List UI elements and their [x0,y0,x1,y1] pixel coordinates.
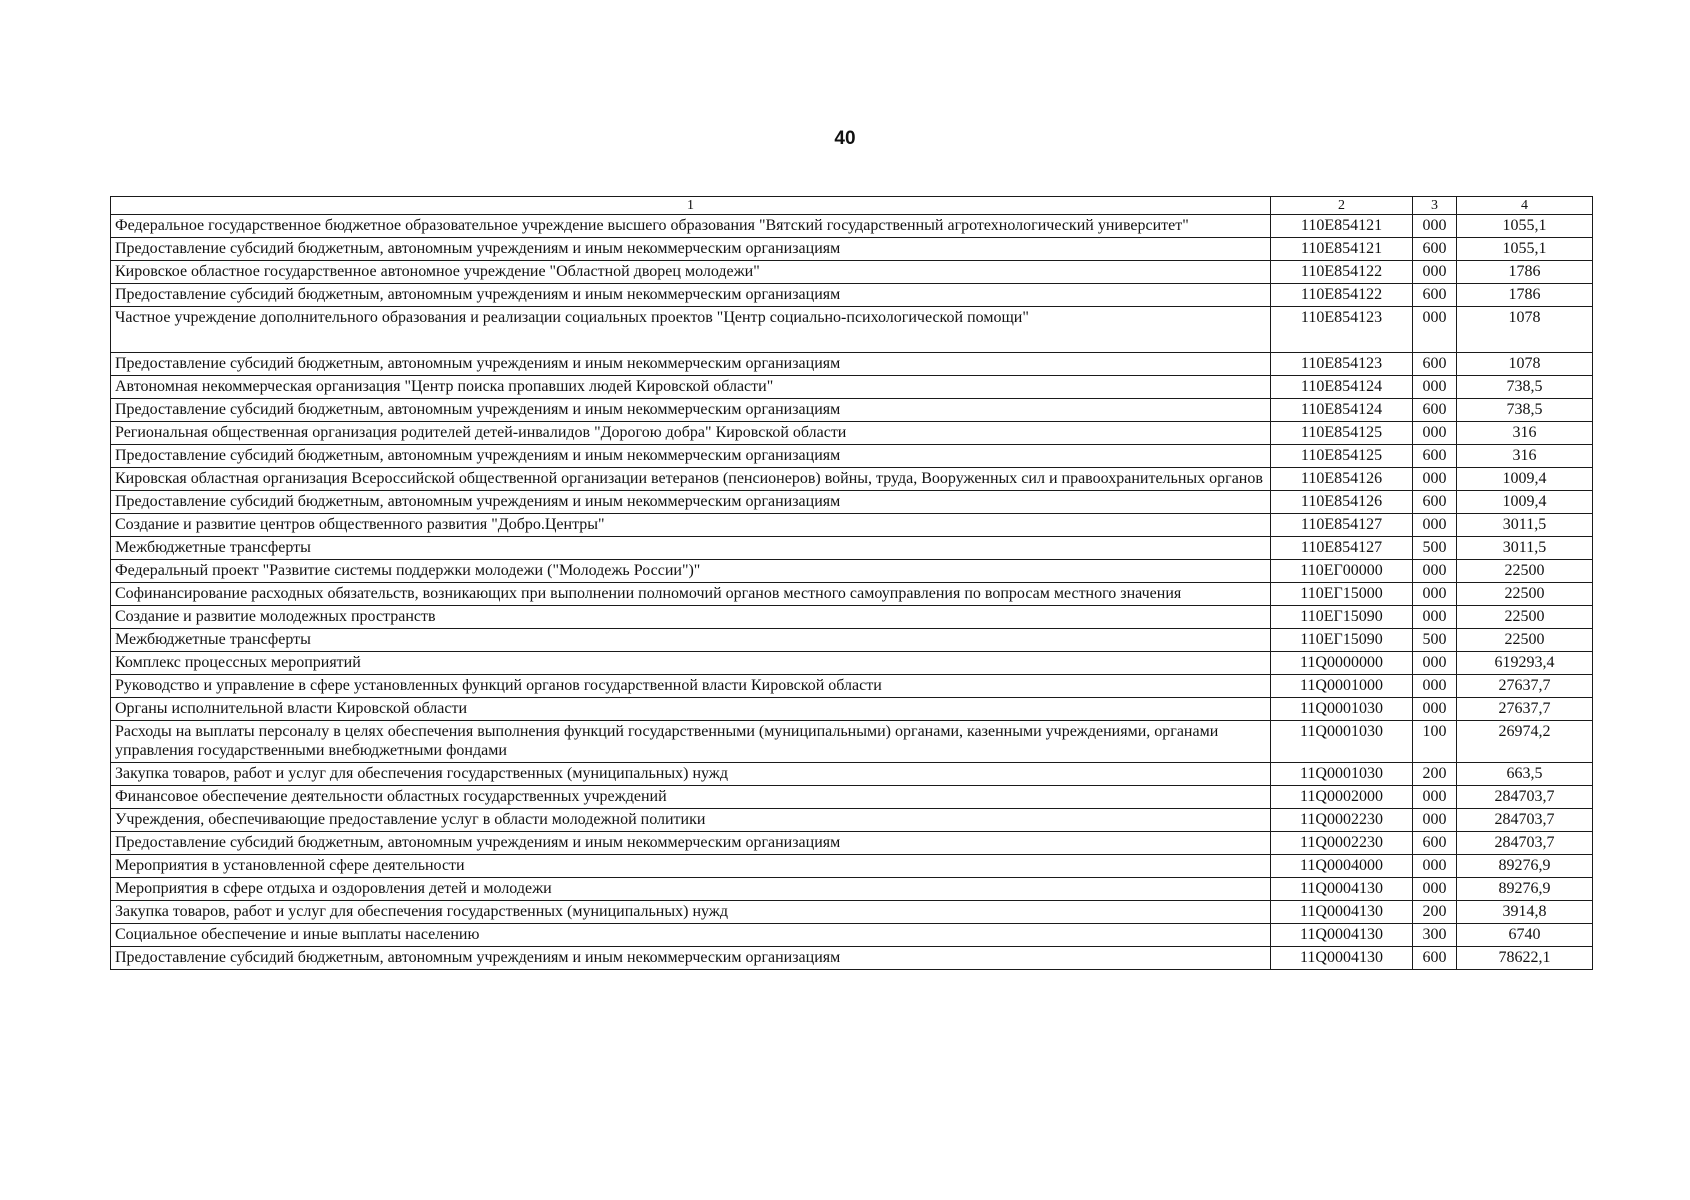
row-code-cell: 11Q0004000 [1271,855,1413,878]
header-col-4: 4 [1457,197,1593,215]
row-amount-cell: 1786 [1457,284,1593,307]
row-name-cell: Создание и развитие центров общественного развития "Добро.Центры" [111,514,1271,537]
row-type-cell: 000 [1413,307,1457,353]
row-code-cell: 110E854123 [1271,307,1413,353]
row-code-cell: 11Q0004130 [1271,901,1413,924]
table-row [111,924,1593,947]
table-row [111,560,1593,583]
row-type-cell: 000 [1413,261,1457,284]
row-amount-cell: 3914,8 [1457,901,1593,924]
table-row [111,698,1593,721]
header-col-3: 3 [1413,197,1457,215]
row-code-cell: 110E854123 [1271,353,1413,376]
row-name-cell: Предоставление субсидий бюджетным, автономным учреждениям и иным некоммерческим организациям [111,491,1271,514]
row-name-cell: Предоставление субсидий бюджетным, автономным учреждениям и иным некоммерческим организациям [111,399,1271,422]
row-name-cell: Предоставление субсидий бюджетным, автономным учреждениям и иным некоммерческим организациям [111,832,1271,855]
row-code-cell: 110E854126 [1271,468,1413,491]
table-body [111,215,1593,970]
row-type-cell: 000 [1413,675,1457,698]
row-code-cell: 110ЕГ15090 [1271,606,1413,629]
row-type-cell: 000 [1413,422,1457,445]
row-name-cell: Органы исполнительной власти Кировской области [111,698,1271,721]
row-name-cell: Межбюджетные трансферты [111,629,1271,652]
header-col-1: 1 [111,197,1271,215]
row-amount-cell: 89276,9 [1457,878,1593,901]
row-type-cell: 500 [1413,537,1457,560]
row-code-cell: 11Q0001030 [1271,698,1413,721]
table-row [111,353,1593,376]
table-row [111,947,1593,970]
row-type-cell: 200 [1413,763,1457,786]
row-amount-cell: 27637,7 [1457,698,1593,721]
row-amount-cell: 1078 [1457,307,1593,353]
row-name-cell: Автономная некоммерческая организация "Центр поиска пропавших людей Кировской области" [111,376,1271,399]
table-row [111,261,1593,284]
row-name-cell: Расходы на выплаты персоналу в целях обеспечения выполнения функций государственными (муниципальными) органами, казенными учреждениями, органами управления государственными внебюджетными фондами [111,721,1271,763]
row-name-cell: Кировское областное государственное автономное учреждение "Областной дворец молодежи" [111,261,1271,284]
row-amount-cell: 22500 [1457,629,1593,652]
row-name-cell: Финансовое обеспечение деятельности областных государственных учреждений [111,786,1271,809]
row-name-cell: Частное учреждение дополнительного образования и реализации социальных проектов "Центр социально-психологической помощи" [111,307,1271,353]
row-type-cell: 000 [1413,583,1457,606]
row-code-cell: 110E854126 [1271,491,1413,514]
row-name-cell: Софинансирование расходных обязательств, возникающих при выполнении полномочий органов местного самоуправления по вопросам местного значения [111,583,1271,606]
table-row [111,468,1593,491]
table-row [111,238,1593,261]
row-code-cell: 110E854121 [1271,238,1413,261]
row-name-cell: Закупка товаров, работ и услуг для обеспечения государственных (муниципальных) нужд [111,901,1271,924]
row-amount-cell: 663,5 [1457,763,1593,786]
row-type-cell: 000 [1413,652,1457,675]
row-amount-cell: 284703,7 [1457,832,1593,855]
row-type-cell: 000 [1413,514,1457,537]
row-name-cell: Региональная общественная организация родителей детей-инвалидов "Дорогою добра" Кировской области [111,422,1271,445]
row-code-cell: 110ЕГ15000 [1271,583,1413,606]
table-row [111,652,1593,675]
row-amount-cell: 284703,7 [1457,809,1593,832]
row-type-cell: 000 [1413,855,1457,878]
row-name-cell: Закупка товаров, работ и услуг для обеспечения государственных (муниципальных) нужд [111,763,1271,786]
row-code-cell: 110E854122 [1271,284,1413,307]
row-name-cell: Создание и развитие молодежных пространств [111,606,1271,629]
row-code-cell: 11Q0001030 [1271,721,1413,763]
row-amount-cell: 316 [1457,422,1593,445]
row-type-cell: 000 [1413,468,1457,491]
row-type-cell: 000 [1413,376,1457,399]
row-type-cell: 100 [1413,721,1457,763]
page-number: 40 [834,128,856,149]
row-name-cell: Комплекс процессных мероприятий [111,652,1271,675]
row-name-cell: Предоставление субсидий бюджетным, автономным учреждениям и иным некоммерческим организациям [111,353,1271,376]
row-code-cell: 11Q0001000 [1271,675,1413,698]
row-type-cell: 600 [1413,947,1457,970]
row-code-cell: 110E854122 [1271,261,1413,284]
row-amount-cell: 78622,1 [1457,947,1593,970]
row-type-cell: 000 [1413,809,1457,832]
row-amount-cell: 1078 [1457,353,1593,376]
row-name-cell: Предоставление субсидий бюджетным, автономным учреждениям и иным некоммерческим организациям [111,238,1271,261]
row-name-cell: Социальное обеспечение и иные выплаты населению [111,924,1271,947]
table-row [111,284,1593,307]
table-row [111,786,1593,809]
row-type-cell: 000 [1413,215,1457,238]
table-row [111,445,1593,468]
row-amount-cell: 1786 [1457,261,1593,284]
row-amount-cell: 1055,1 [1457,215,1593,238]
row-type-cell: 600 [1413,832,1457,855]
table-row [111,215,1593,238]
table-row [111,629,1593,652]
row-amount-cell: 22500 [1457,606,1593,629]
row-name-cell: Федеральный проект "Развитие системы поддержки молодежи ("Молодежь России")" [111,560,1271,583]
table-row [111,583,1593,606]
row-code-cell: 11Q0002000 [1271,786,1413,809]
row-type-cell: 600 [1413,445,1457,468]
table-row [111,763,1593,786]
table-row [111,376,1593,399]
row-code-cell: 110E854121 [1271,215,1413,238]
row-type-cell: 600 [1413,284,1457,307]
table-row [111,422,1593,445]
row-name-cell: Межбюджетные трансферты [111,537,1271,560]
row-amount-cell: 1009,4 [1457,491,1593,514]
row-amount-cell: 619293,4 [1457,652,1593,675]
table-row [111,832,1593,855]
row-amount-cell: 738,5 [1457,399,1593,422]
table-row [111,855,1593,878]
row-type-cell: 000 [1413,606,1457,629]
row-amount-cell: 6740 [1457,924,1593,947]
row-name-cell: Предоставление субсидий бюджетным, автономным учреждениям и иным некоммерческим организациям [111,445,1271,468]
row-type-cell: 000 [1413,878,1457,901]
table-row [111,721,1593,763]
row-name-cell: Руководство и управление в сфере установленных функций органов государственной власти Кировской области [111,675,1271,698]
row-amount-cell: 27637,7 [1457,675,1593,698]
row-code-cell: 110ЕГ00000 [1271,560,1413,583]
row-amount-cell: 1009,4 [1457,468,1593,491]
table-row [111,901,1593,924]
row-amount-cell: 3011,5 [1457,514,1593,537]
row-amount-cell: 26974,2 [1457,721,1593,763]
row-code-cell: 11Q0004130 [1271,878,1413,901]
table-row [111,675,1593,698]
row-code-cell: 110E854124 [1271,376,1413,399]
row-type-cell: 600 [1413,491,1457,514]
table-row [111,399,1593,422]
row-amount-cell: 22500 [1457,560,1593,583]
table-row [111,878,1593,901]
row-type-cell: 000 [1413,786,1457,809]
row-amount-cell: 1055,1 [1457,238,1593,261]
row-code-cell: 110E854124 [1271,399,1413,422]
header-row [111,197,1593,215]
row-amount-cell: 316 [1457,445,1593,468]
table-row [111,514,1593,537]
row-name-cell: Предоставление субсидий бюджетным, автономным учреждениям и иным некоммерческим организациям [111,284,1271,307]
row-code-cell: 110ЕГ15090 [1271,629,1413,652]
row-code-cell: 110E854125 [1271,422,1413,445]
row-code-cell: 11Q0002230 [1271,832,1413,855]
row-name-cell: Кировская областная организация Всероссийской общественной организации ветеранов (пенсионеров) войны, труда, Вооруженных сил и правоохранительных органов [111,468,1271,491]
table-row [111,809,1593,832]
table-row [111,606,1593,629]
table-row [111,307,1593,353]
row-type-cell: 600 [1413,353,1457,376]
row-code-cell: 110E854127 [1271,514,1413,537]
row-code-cell: 110E854125 [1271,445,1413,468]
row-name-cell: Учреждения, обеспечивающие предоставление услуг в области молодежной политики [111,809,1271,832]
header-col-2: 2 [1271,197,1413,215]
row-name-cell: Предоставление субсидий бюджетным, автономным учреждениям и иным некоммерческим организациям [111,947,1271,970]
row-code-cell: 11Q0004130 [1271,924,1413,947]
row-type-cell: 200 [1413,901,1457,924]
table-row [111,491,1593,514]
row-code-cell: 11Q0002230 [1271,809,1413,832]
row-type-cell: 600 [1413,399,1457,422]
row-code-cell: 110E854127 [1271,537,1413,560]
row-type-cell: 600 [1413,238,1457,261]
budget-table [110,196,1593,970]
row-name-cell: Мероприятия в установленной сфере деятельности [111,855,1271,878]
row-code-cell: 11Q0000000 [1271,652,1413,675]
row-name-cell: Федеральное государственное бюджетное образовательное учреждение высшего образования "Вятский государственный агротехнологический университет" [111,215,1271,238]
row-type-cell: 000 [1413,698,1457,721]
row-name-cell: Мероприятия в сфере отдыха и оздоровления детей и молодежи [111,878,1271,901]
row-code-cell: 11Q0001030 [1271,763,1413,786]
row-amount-cell: 89276,9 [1457,855,1593,878]
row-type-cell: 000 [1413,560,1457,583]
row-type-cell: 300 [1413,924,1457,947]
row-code-cell: 11Q0004130 [1271,947,1413,970]
row-amount-cell: 284703,7 [1457,786,1593,809]
row-amount-cell: 738,5 [1457,376,1593,399]
table-row [111,537,1593,560]
row-amount-cell: 22500 [1457,583,1593,606]
row-type-cell: 500 [1413,629,1457,652]
row-amount-cell: 3011,5 [1457,537,1593,560]
